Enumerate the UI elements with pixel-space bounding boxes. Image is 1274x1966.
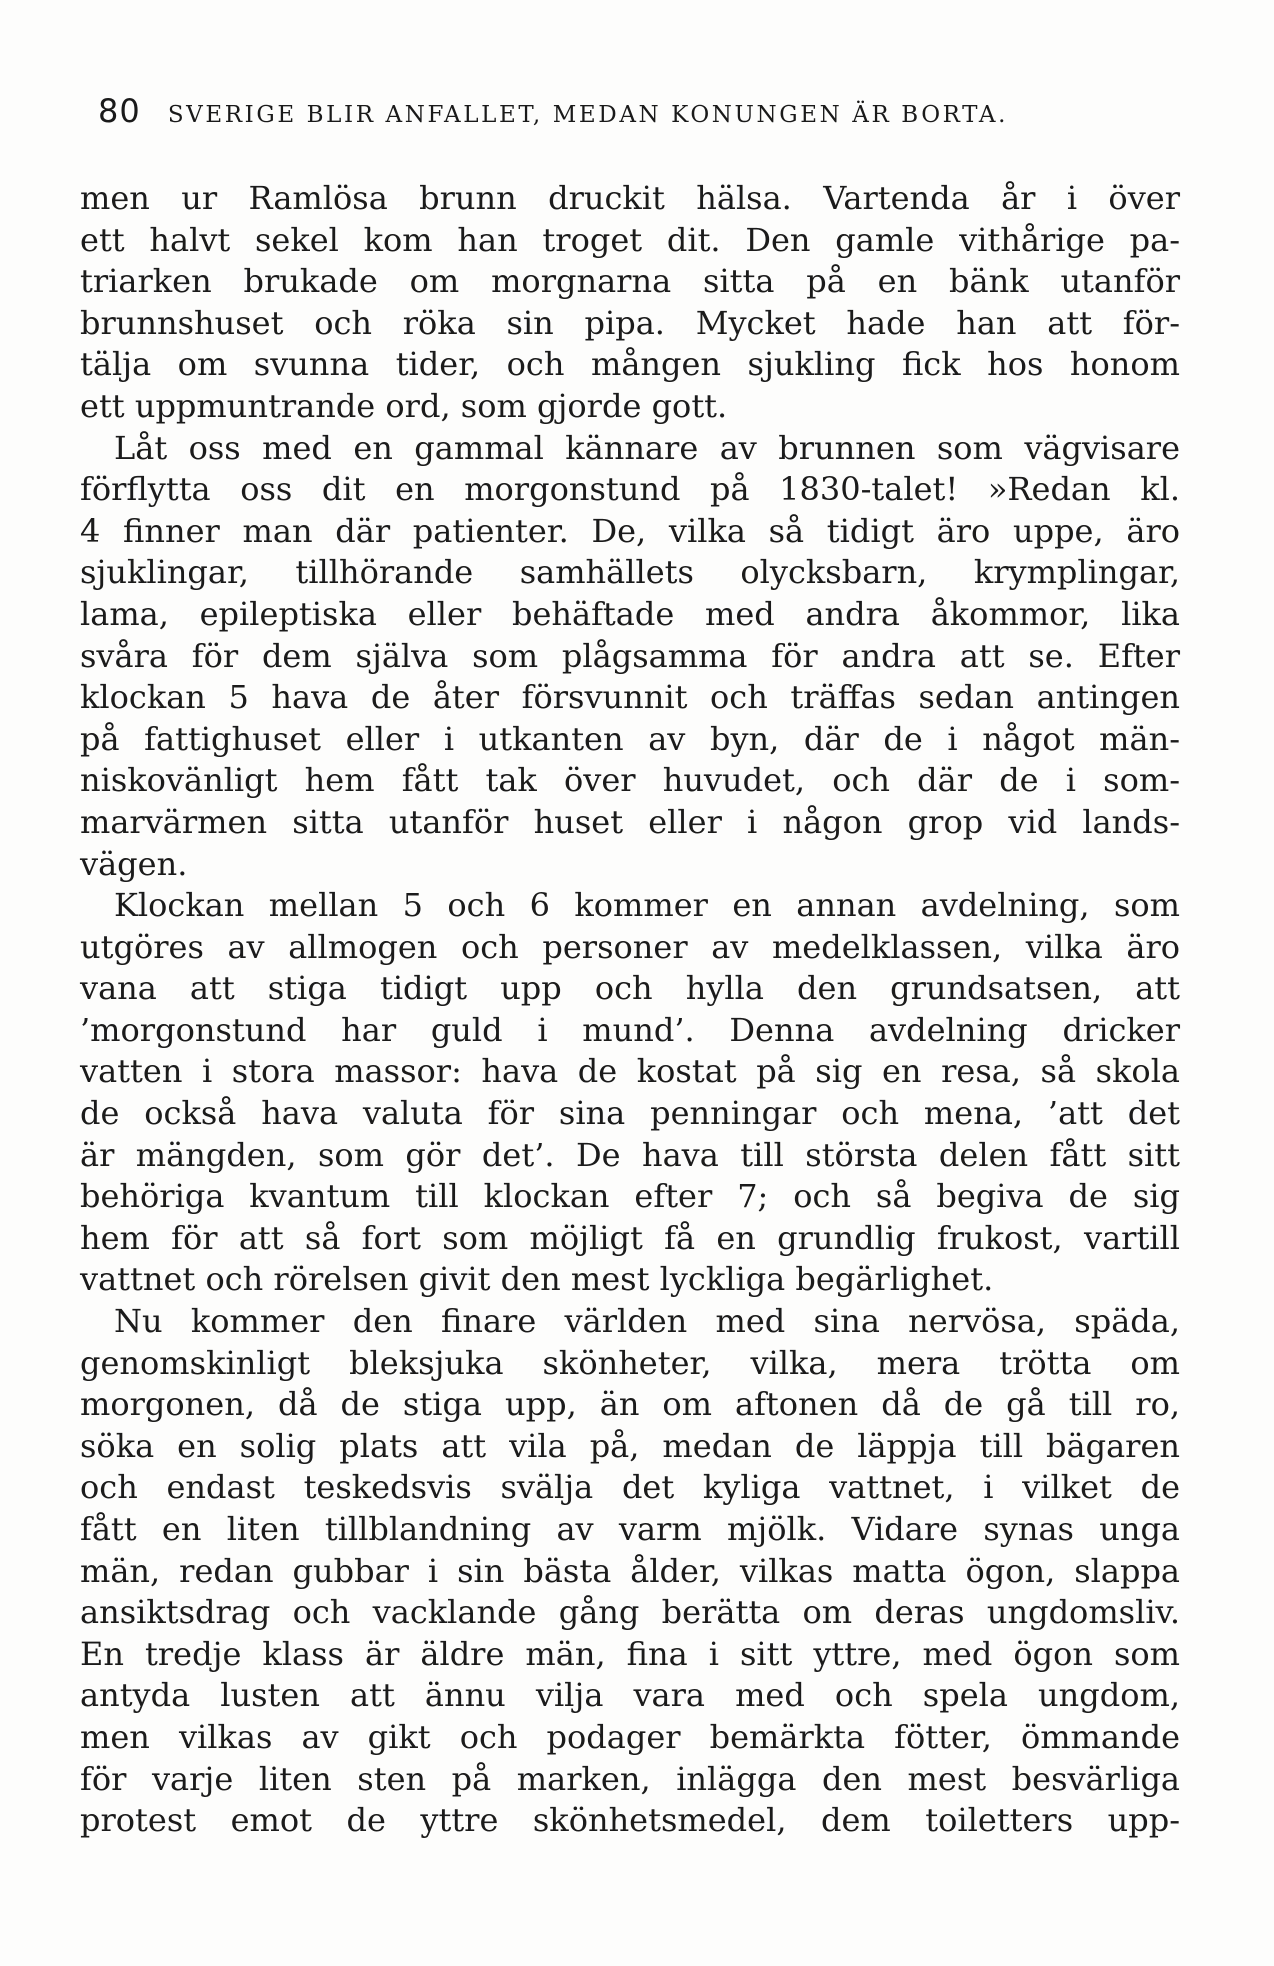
- text-line: Nu kommer den finare världen med sina nervösa, späda,: [114, 1302, 1180, 1341]
- text-line: fått en liten tillblandning av varm mjölk. Vidare synas unga: [80, 1510, 1180, 1548]
- text-line: och endast teskedsvis svälja det kyliga vattnet, i vilket de: [80, 1468, 1180, 1507]
- text-line: söka en solig plats att vila på, medan de läppja till bägaren: [80, 1426, 1180, 1465]
- text-line: män, redan gubbar i sin bästa ålder, vilkas matta ögon, slappa: [80, 1551, 1180, 1590]
- text-line: är mängden, som gör det’. De hava till största delen fått sitt: [80, 1135, 1180, 1174]
- text-line: förflytta oss dit en morgonstund på 1830-talet! »Redan kl.: [80, 470, 1180, 509]
- text-line: på fattighuset eller i utkanten av byn, där de i något män-: [80, 719, 1180, 758]
- text-line: ett halvt sekel kom han troget dit. Den gamle vithårige pa-: [80, 220, 1180, 259]
- text-line: klockan 5 hava de åter försvunnit och träffas sedan antingen: [80, 678, 1180, 717]
- text-line: vattnet och rörelsen givit den mest lyckliga begärlighet.: [80, 1260, 994, 1299]
- text-line: hem för att så fort som möjligt få en grundlig frukost, vartill: [80, 1218, 1180, 1257]
- text-line: morgonen, då de stiga upp, än om aftonen då de gå till ro,: [80, 1385, 1180, 1424]
- text-line: antyda lusten att ännu vilja vara med och spela ungdom,: [80, 1676, 1180, 1715]
- text-line: triarken brukade om morgnarna sitta på en bänk utanför: [80, 262, 1180, 301]
- text-line: ett uppmuntrande ord, som gjorde gott.: [80, 386, 728, 425]
- text-line: men ur Ramlösa brunn druckit hälsa. Vartenda år i över: [80, 179, 1180, 217]
- text-line: vatten i stora massor: hava de kostat på sig en resa, så skola: [80, 1052, 1180, 1091]
- text-line: marvärmen sitta utanför huset eller i någon grop vid lands-: [80, 802, 1180, 841]
- body-text: [80, 178, 1180, 1842]
- text-line: vana att stiga tidigt upp och hylla den grundsatsen, att: [80, 969, 1180, 1008]
- text-line: ’morgonstund har guld i mund’. Denna avdelning dricker: [80, 1010, 1180, 1049]
- text-line: de också hava valuta för sina penningar och mena, ’att det: [80, 1094, 1180, 1133]
- text-line: behöriga kvantum till klockan efter 7; och så begiva de sig: [80, 1177, 1180, 1216]
- text-line: sjuklingar, tillhörande samhällets olycksbarn, krymplingar,: [80, 553, 1180, 592]
- text-line: genomskinligt bleksjuka skönheter, vilka, mera trötta om: [80, 1343, 1180, 1382]
- text-line: ansiktsdrag och vacklande gång berätta om deras ungdomsliv.: [80, 1593, 1180, 1632]
- text-line: niskovänligt hem fått tak över huvudet, och där de i som-: [80, 761, 1180, 800]
- text-line: lama, epileptiska eller behäftade med andra åkommor, lika: [80, 594, 1180, 633]
- running-title: SVERIGE BLIR ANFALLET, MEDAN KONUNGEN ÄR BORTA.: [167, 102, 1008, 128]
- page-number: 80: [98, 92, 141, 130]
- text-line: vägen.: [80, 844, 188, 883]
- text-line: svåra för dem själva som plågsamma för andra att se. Efter: [80, 636, 1180, 675]
- text-line: brunnshuset och röka sin pipa. Mycket hade han att för-: [80, 303, 1180, 342]
- page-header: [98, 92, 1190, 130]
- text-line: tälja om svunna tider, och mången sjukling fick hos honom: [80, 345, 1180, 384]
- text-line: 4 finner man där patienter. De, vilka så tidigt äro uppe, äro: [80, 511, 1180, 550]
- text-line: Låt oss med en gammal kännare av brunnen som vägvisare: [114, 428, 1180, 467]
- text-line: protest emot de yttre skönhetsmedel, dem toiletters upp-: [80, 1801, 1180, 1840]
- text-line: men vilkas av gikt och podager bemärkta fötter, ömmande: [80, 1717, 1180, 1756]
- text-line: En tredje klass är äldre män, fina i sitt yttre, med ögon som: [80, 1634, 1180, 1673]
- text-line: Klockan mellan 5 och 6 kommer en annan avdelning, som: [114, 886, 1180, 925]
- text-line: för varje liten sten på marken, inlägga den mest besvärliga: [80, 1759, 1180, 1798]
- text-line: utgöres av allmogen och personer av medelklassen, vilka äro: [80, 927, 1180, 966]
